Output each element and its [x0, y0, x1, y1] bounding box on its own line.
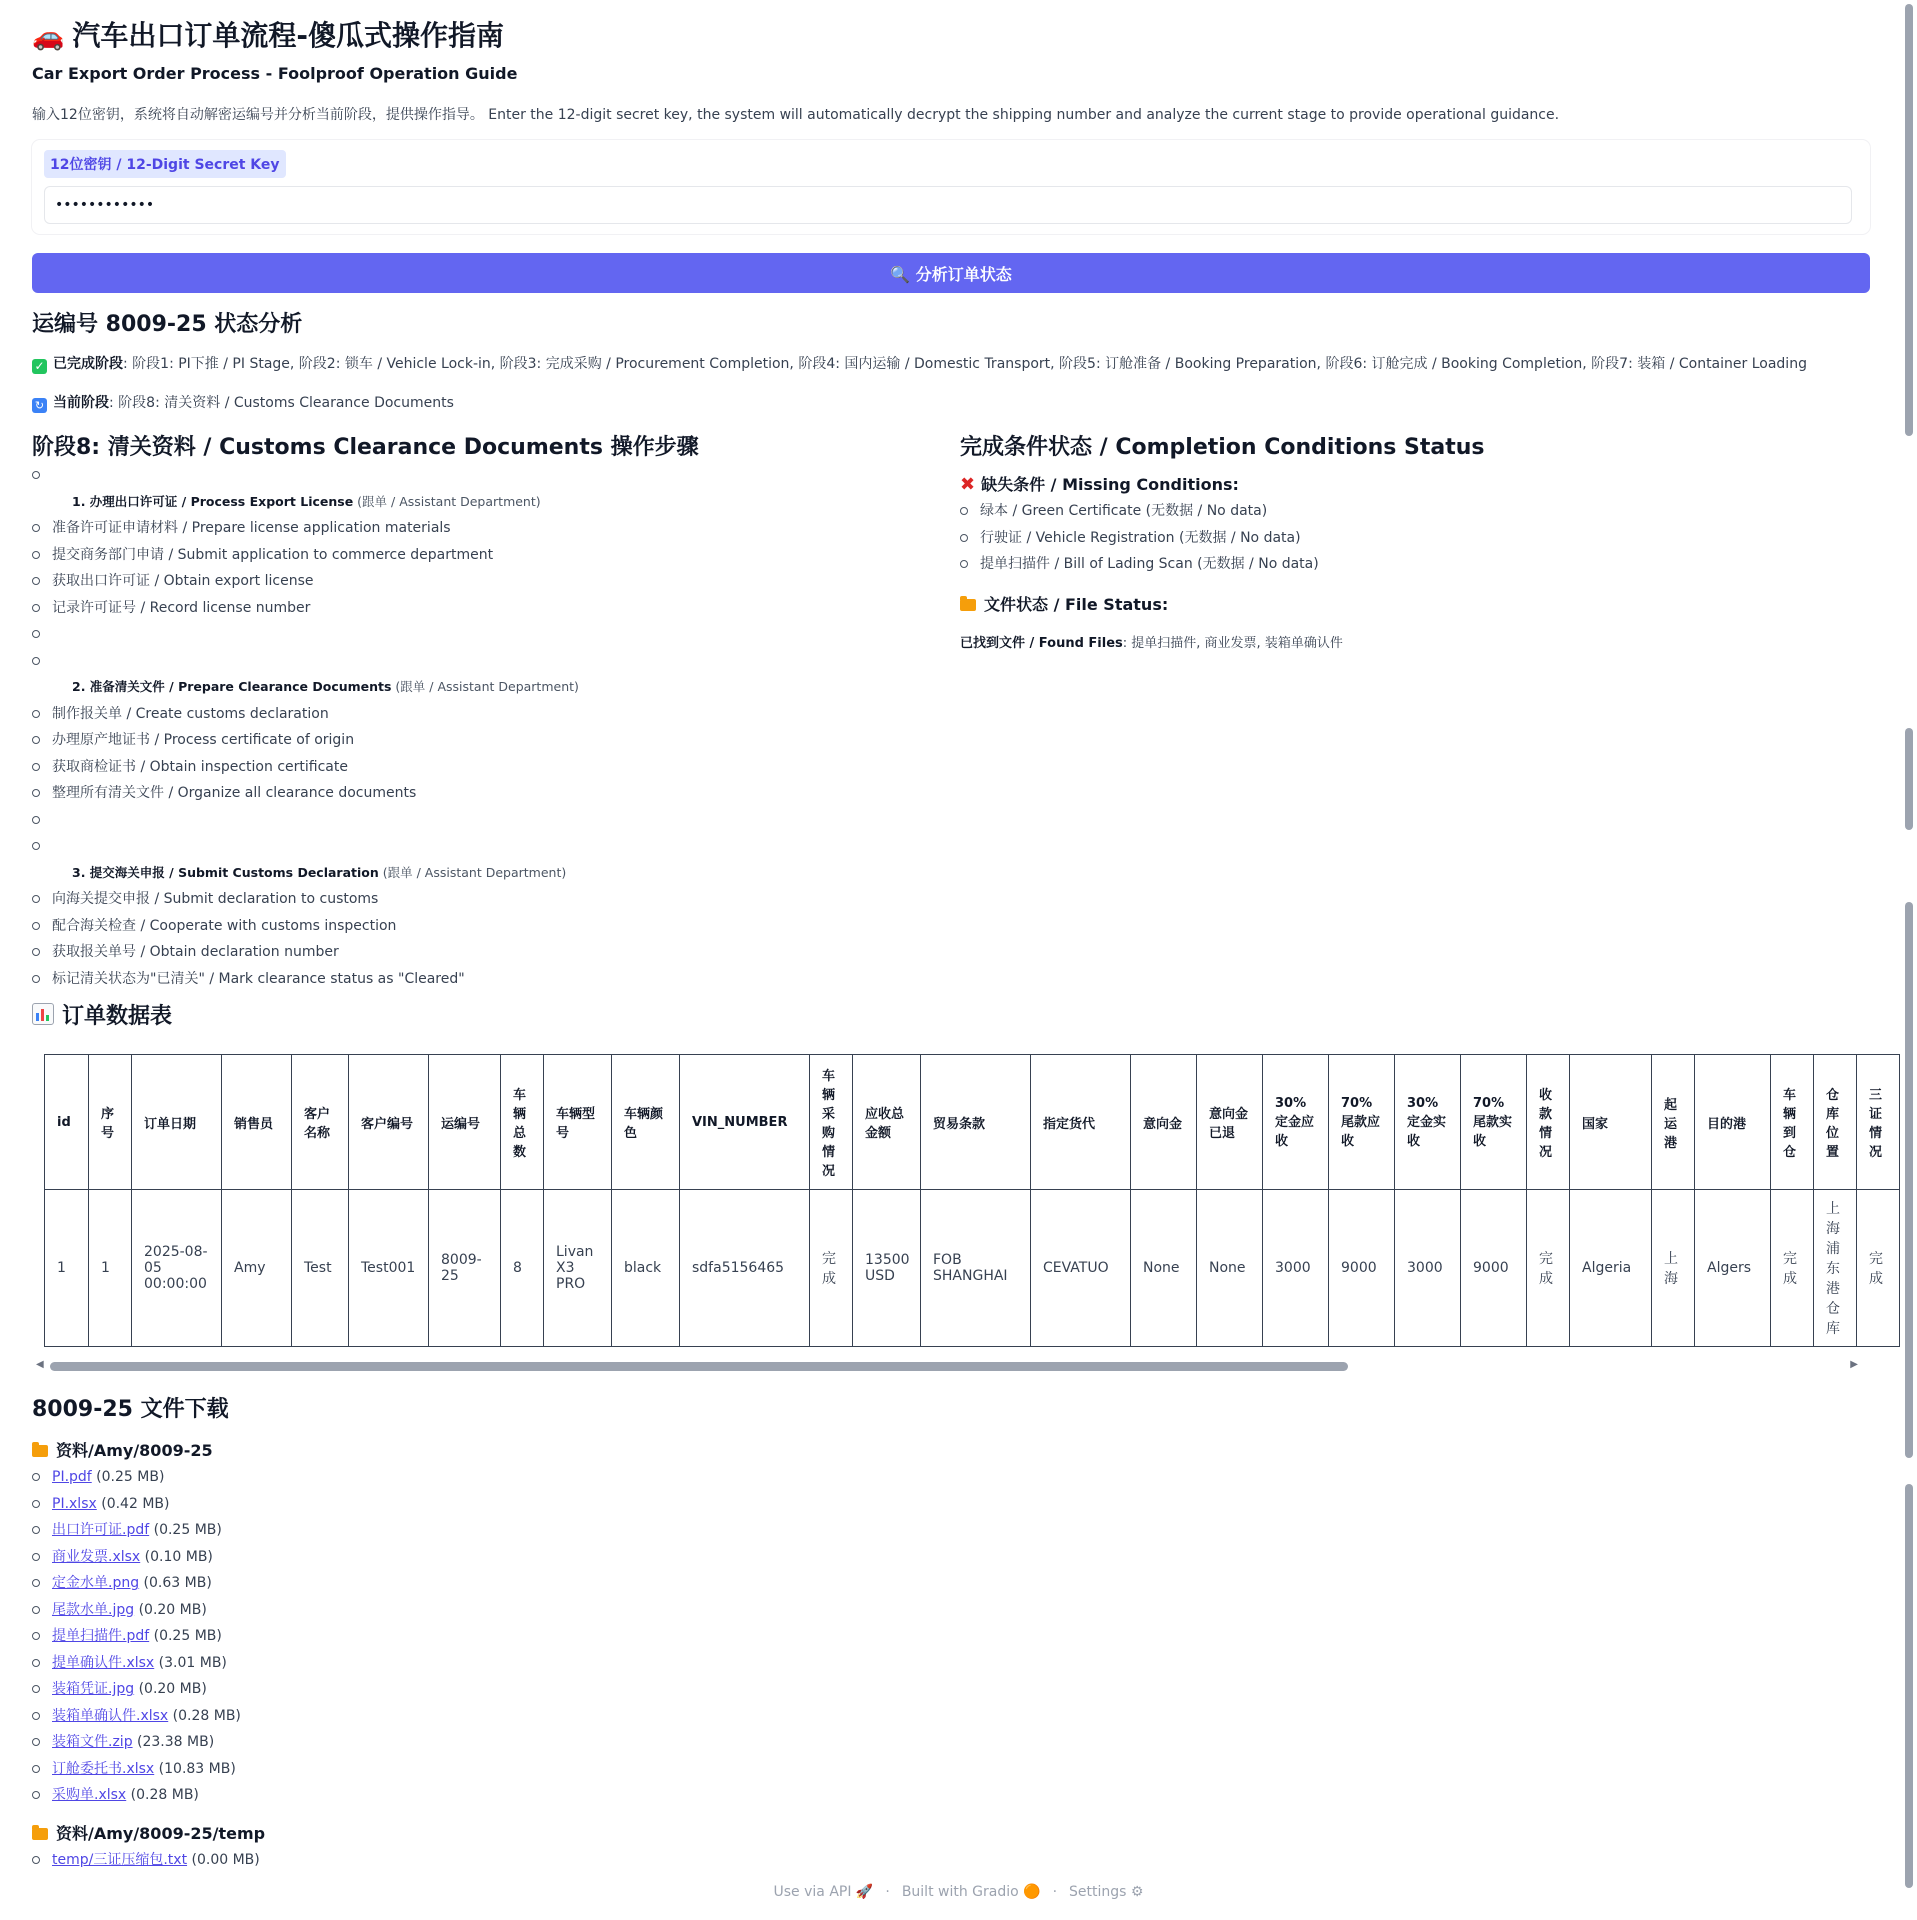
table-cell[interactable]: 8009-25	[429, 1190, 501, 1347]
file-download-link[interactable]: 装箱单确认件.xlsx	[52, 1707, 169, 1724]
built-with-gradio-link[interactable]: Built with Gradio 🟠	[901, 1884, 1041, 1900]
file-size: (0.20 MB)	[134, 1681, 207, 1697]
table-column-header[interactable]: 目的港	[1695, 1055, 1771, 1190]
folder-heading	[32, 1821, 265, 1844]
table-column-header[interactable]: 车辆采购情况	[810, 1055, 853, 1190]
missing-conditions-heading: ✖ 缺失条件 / Missing Conditions:	[960, 474, 1239, 495]
empty-list-item	[32, 807, 912, 834]
step-item: 准备许可证申请材料 / Prepare license application materials	[32, 515, 912, 542]
table-cell[interactable]: 9000	[1461, 1190, 1527, 1347]
steps-list	[32, 462, 912, 992]
order-table-scroll[interactable]	[44, 1054, 1883, 1352]
step-item: 配合海关检查 / Cooperate with customs inspection	[32, 913, 912, 940]
table-cell[interactable]: Livan X3 PRO	[544, 1190, 612, 1347]
table-column-header[interactable]: 销售员	[222, 1055, 292, 1190]
page-description: 输入12位密钥，系统将自动解密运编号并分析当前阶段，提供操作指导。 Enter the 12-digit secret key, the system will automatically decrypt the shipping number and analyze the current stage to provide operational guidance.	[32, 107, 1560, 123]
empty-list-item	[32, 648, 912, 675]
file-download-link[interactable]: temp/三证压缩包.txt	[52, 1851, 188, 1868]
file-size: (0.25 MB)	[91, 1469, 165, 1485]
file-item	[32, 1544, 932, 1571]
cross-icon: ✖	[960, 474, 976, 495]
file-item	[32, 1570, 932, 1597]
step-department: (跟单 / Assistant Department)	[378, 864, 567, 880]
page-vertical-scrollbar[interactable]	[1901, 0, 1917, 1920]
footer: Use via API 🚀 · Built with Gradio 🟠 · Settings ⚙	[773, 1884, 1144, 1900]
table-cell[interactable]: FOB SHANGHAI	[921, 1190, 1031, 1347]
missing-conditions-list	[960, 498, 1840, 578]
file-download-link[interactable]: PI.pdf	[52, 1469, 92, 1485]
folder-icon	[960, 599, 976, 611]
file-list	[32, 1464, 932, 1809]
scroll-right-icon[interactable]: ▶	[1850, 1359, 1858, 1370]
table-header-row	[45, 1055, 1900, 1190]
table-cell[interactable]: 1	[45, 1190, 89, 1347]
table-column-header[interactable]: 仓库位置	[1814, 1055, 1857, 1190]
file-item	[32, 1729, 932, 1756]
status-heading: 运编号 8009-25 状态分析	[32, 312, 303, 337]
file-item	[32, 1756, 932, 1783]
table-cell[interactable]: 3000	[1263, 1190, 1329, 1347]
table-cell[interactable]: Amy	[222, 1190, 292, 1347]
table-cell[interactable]: 上海浦东港仓库	[1814, 1190, 1857, 1347]
file-item	[32, 1650, 932, 1677]
empty-list-item	[32, 833, 912, 860]
file-download-link[interactable]: 采购单.xlsx	[52, 1787, 127, 1803]
refresh-icon: ↻	[32, 398, 47, 413]
file-download-link[interactable]: 装箱凭证.jpg	[52, 1681, 135, 1697]
table-cell[interactable]: Algers	[1695, 1190, 1771, 1347]
table-column-header[interactable]: id	[45, 1055, 89, 1190]
scroll-left-icon[interactable]: ◀	[36, 1359, 44, 1370]
file-size: (3.01 MB)	[154, 1654, 227, 1671]
table-column-header[interactable]: 客户编号	[349, 1055, 429, 1190]
table-column-header[interactable]: 30% 定金实收	[1395, 1055, 1461, 1190]
table-cell[interactable]: None	[1131, 1190, 1197, 1347]
table-column-header[interactable]: 70% 尾款实收	[1461, 1055, 1527, 1190]
table-column-header[interactable]: 客户名称	[292, 1055, 349, 1190]
empty-list-item	[32, 621, 912, 648]
file-download-link[interactable]: 装箱文件.zip	[52, 1734, 133, 1750]
file-download-link[interactable]: 提单确认件.xlsx	[52, 1654, 155, 1671]
table-column-header[interactable]: 意向金	[1131, 1055, 1197, 1190]
table-cell[interactable]: 完成	[1527, 1190, 1570, 1347]
step-title-text: 2. 准备清关文件 / Prepare Clearance Documents	[72, 679, 392, 694]
table-column-header[interactable]: 三证情况	[1857, 1055, 1900, 1190]
step-item: 办理原产地证书 / Process certificate of origin	[32, 727, 912, 754]
file-download-link[interactable]: 定金水单.png	[52, 1575, 140, 1591]
step-item: 获取商检证书 / Obtain inspection certificate	[32, 754, 912, 781]
table-row	[45, 1190, 1900, 1347]
table-cell[interactable]: 完成	[1771, 1190, 1814, 1347]
step-item: 记录许可证号 / Record license number	[32, 595, 912, 622]
step-item: 向海关提交申报 / Submit declaration to customs	[32, 886, 912, 913]
step-title	[32, 674, 912, 701]
file-status-heading: 文件状态 / File Status:	[960, 592, 1168, 615]
table-column-header[interactable]: 车辆到仓	[1771, 1055, 1814, 1190]
order-table	[44, 1054, 1900, 1347]
table-cell[interactable]: black	[612, 1190, 680, 1347]
step-item: 提交商务部门申请 / Submit application to commerce department	[32, 542, 912, 569]
table-column-header[interactable]: 国家	[1570, 1055, 1652, 1190]
file-size: (0.20 MB)	[134, 1601, 207, 1618]
table-column-header[interactable]: 意向金已退	[1197, 1055, 1263, 1190]
file-size: (0.00 MB)	[187, 1851, 260, 1868]
file-download-link[interactable]: 尾款水单.jpg	[52, 1601, 135, 1618]
table-column-header[interactable]: 车辆颜色	[612, 1055, 680, 1190]
file-item	[32, 1703, 932, 1730]
table-cell[interactable]: 2025-08-05 00:00:00	[132, 1190, 222, 1347]
file-item	[32, 1491, 932, 1518]
page-title: 🚗 汽车出口订单流程-傻瓜式操作指南	[32, 19, 504, 52]
scrollbar-segment[interactable]	[1905, 1484, 1913, 1888]
scrollbar-segment[interactable]	[1905, 728, 1913, 830]
file-item	[32, 1597, 932, 1624]
table-column-header[interactable]: 收款情况	[1527, 1055, 1570, 1190]
folder-name: 资料/Amy/8009-25	[56, 1441, 213, 1460]
table-cell[interactable]: 完成	[1857, 1190, 1900, 1347]
table-column-header[interactable]: 订单日期	[132, 1055, 222, 1190]
file-item	[32, 1676, 932, 1703]
file-download-link[interactable]: PI.xlsx	[52, 1495, 97, 1512]
use-api-link[interactable]: Use via API 🚀	[773, 1884, 874, 1900]
order-table-heading: 订单数据表	[32, 999, 172, 1030]
table-horizontal-scrollbar[interactable]	[32, 1359, 1862, 1373]
file-size: (0.25 MB)	[149, 1628, 222, 1644]
missing-condition-item: 绿本 / Green Certificate (无数据 / No data)	[960, 498, 1840, 525]
scrollbar-segment[interactable]	[1905, 4, 1913, 436]
folder-name: 资料/Amy/8009-25/temp	[56, 1823, 266, 1843]
step-title-text: 3. 提交海关申报 / Submit Customs Declaration	[72, 864, 379, 880]
table-cell[interactable]: sdfa5156465	[680, 1190, 810, 1347]
car-icon: 🚗	[32, 22, 65, 52]
step-item: 整理所有清关文件 / Organize all clearance documents	[32, 780, 912, 807]
downloads-heading: 8009-25 文件下载	[32, 1397, 229, 1422]
file-download-link[interactable]: 出口许可证.pdf	[52, 1522, 150, 1538]
missing-condition-item: 行驶证 / Vehicle Registration (无数据 / No data)	[960, 525, 1840, 552]
secret-key-label: 12位密钥 / 12-Digit Secret Key	[44, 150, 286, 178]
file-download-link[interactable]: 提单扫描件.pdf	[52, 1628, 150, 1644]
scrollbar-segment[interactable]	[1905, 902, 1913, 1458]
table-column-header[interactable]: 车辆型号	[544, 1055, 612, 1190]
missing-condition-item: 提单扫描件 / Bill of Lading Scan (无数据 / No data)	[960, 551, 1840, 578]
analyze-order-button[interactable]: 🔍 分析订单状态	[32, 253, 1870, 293]
page-subtitle: Car Export Order Process - Foolproof Operation Guide	[32, 64, 518, 83]
file-size: (0.28 MB)	[168, 1707, 241, 1724]
step-item: 获取报关单号 / Obtain declaration number	[32, 939, 912, 966]
completed-stages: ✓ 已完成阶段: 阶段1: PI下推 / PI Stage, 阶段2: 锁车 / Vehicle Lock-in, 阶段3: 完成采购 / Procurement Completion, 阶段4: 国内运输 / Domestic Transport, 阶段5: 订舱准备 / Booking Preparation, 阶段6: 订舱完成 / Booking Completion, 阶段7: 装箱 / Container Loading	[32, 353, 1807, 374]
table-cell[interactable]: Algeria	[1570, 1190, 1652, 1347]
file-download-link[interactable]: 商业发票.xlsx	[52, 1548, 141, 1565]
empty-list-item	[32, 462, 912, 489]
table-column-header[interactable]: 指定货代	[1031, 1055, 1131, 1190]
check-icon: ✓	[32, 359, 47, 374]
scrollbar-thumb[interactable]	[50, 1362, 1348, 1371]
table-column-header[interactable]: 30% 定金应收	[1263, 1055, 1329, 1190]
table-cell[interactable]: 9000	[1329, 1190, 1395, 1347]
step-item: 获取出口许可证 / Obtain export license	[32, 568, 912, 595]
step-title	[32, 489, 912, 516]
step-department: (跟单 / Assistant Department)	[391, 679, 579, 694]
secret-key-block	[32, 140, 1870, 234]
file-size: (0.10 MB)	[140, 1548, 213, 1565]
table-column-header[interactable]: 应收总金额	[853, 1055, 921, 1190]
table-cell[interactable]: 1	[89, 1190, 132, 1347]
file-size: (23.38 MB)	[132, 1734, 215, 1750]
table-cell[interactable]: Test	[292, 1190, 349, 1347]
table-cell[interactable]: 3000	[1395, 1190, 1461, 1347]
current-stage: ↻ 当前阶段: 阶段8: 清关资料 / Customs Clearance Documents	[32, 392, 454, 413]
table-column-header[interactable]: 贸易条款	[921, 1055, 1031, 1190]
table-cell[interactable]: 8	[501, 1190, 544, 1347]
table-cell[interactable]: Test001	[349, 1190, 429, 1347]
step-title-text: 1. 办理出口许可证 / Process Export License	[72, 493, 354, 509]
folder-heading	[32, 1438, 213, 1461]
bar-chart-icon	[32, 1003, 54, 1025]
found-files: 已找到文件 / Found Files: 提单扫描件, 商业发票, 装箱单确认件	[960, 636, 1343, 651]
table-cell[interactable]: 13500 USD	[853, 1190, 921, 1347]
table-column-header[interactable]: 车辆总数	[501, 1055, 544, 1190]
table-column-header[interactable]: 起运港	[1652, 1055, 1695, 1190]
table-column-header[interactable]: 序号	[89, 1055, 132, 1190]
file-item	[32, 1782, 932, 1809]
file-size: (0.42 MB)	[96, 1495, 170, 1512]
steps-heading: 阶段8: 清关资料 / Customs Clearance Documents 操作步骤	[32, 435, 699, 460]
step-department: (跟单 / Assistant Department)	[353, 493, 541, 509]
table-cell[interactable]: 完成	[810, 1190, 853, 1347]
file-size: (10.83 MB)	[154, 1760, 236, 1777]
file-list	[32, 1847, 932, 1874]
table-column-header[interactable]: 70% 尾款应收	[1329, 1055, 1395, 1190]
step-item: 制作报关单 / Create customs declaration	[32, 701, 912, 728]
table-cell[interactable]: None	[1197, 1190, 1263, 1347]
file-item	[32, 1623, 932, 1650]
table-column-header[interactable]: 运编号	[429, 1055, 501, 1190]
file-item	[32, 1517, 932, 1544]
file-item	[32, 1464, 932, 1491]
folder-icon	[32, 1828, 48, 1840]
secret-key-input[interactable]	[44, 186, 1852, 224]
file-size: (0.28 MB)	[126, 1787, 199, 1803]
table-cell[interactable]: CEVATUO	[1031, 1190, 1131, 1347]
table-cell[interactable]: 上海	[1652, 1190, 1695, 1347]
folder-icon	[32, 1445, 48, 1457]
file-size: (0.25 MB)	[149, 1522, 222, 1538]
step-title	[32, 860, 912, 887]
file-download-link[interactable]: 订舱委托书.xlsx	[52, 1760, 155, 1777]
conditions-heading: 完成条件状态 / Completion Conditions Status	[960, 435, 1485, 460]
file-item	[32, 1847, 932, 1874]
file-size: (0.63 MB)	[139, 1575, 212, 1591]
step-item: 标记清关状态为"已清关" / Mark clearance status as "Cleared"	[32, 966, 912, 993]
table-column-header[interactable]: VIN_NUMBER	[680, 1055, 810, 1190]
settings-link[interactable]: Settings ⚙	[1069, 1884, 1144, 1900]
